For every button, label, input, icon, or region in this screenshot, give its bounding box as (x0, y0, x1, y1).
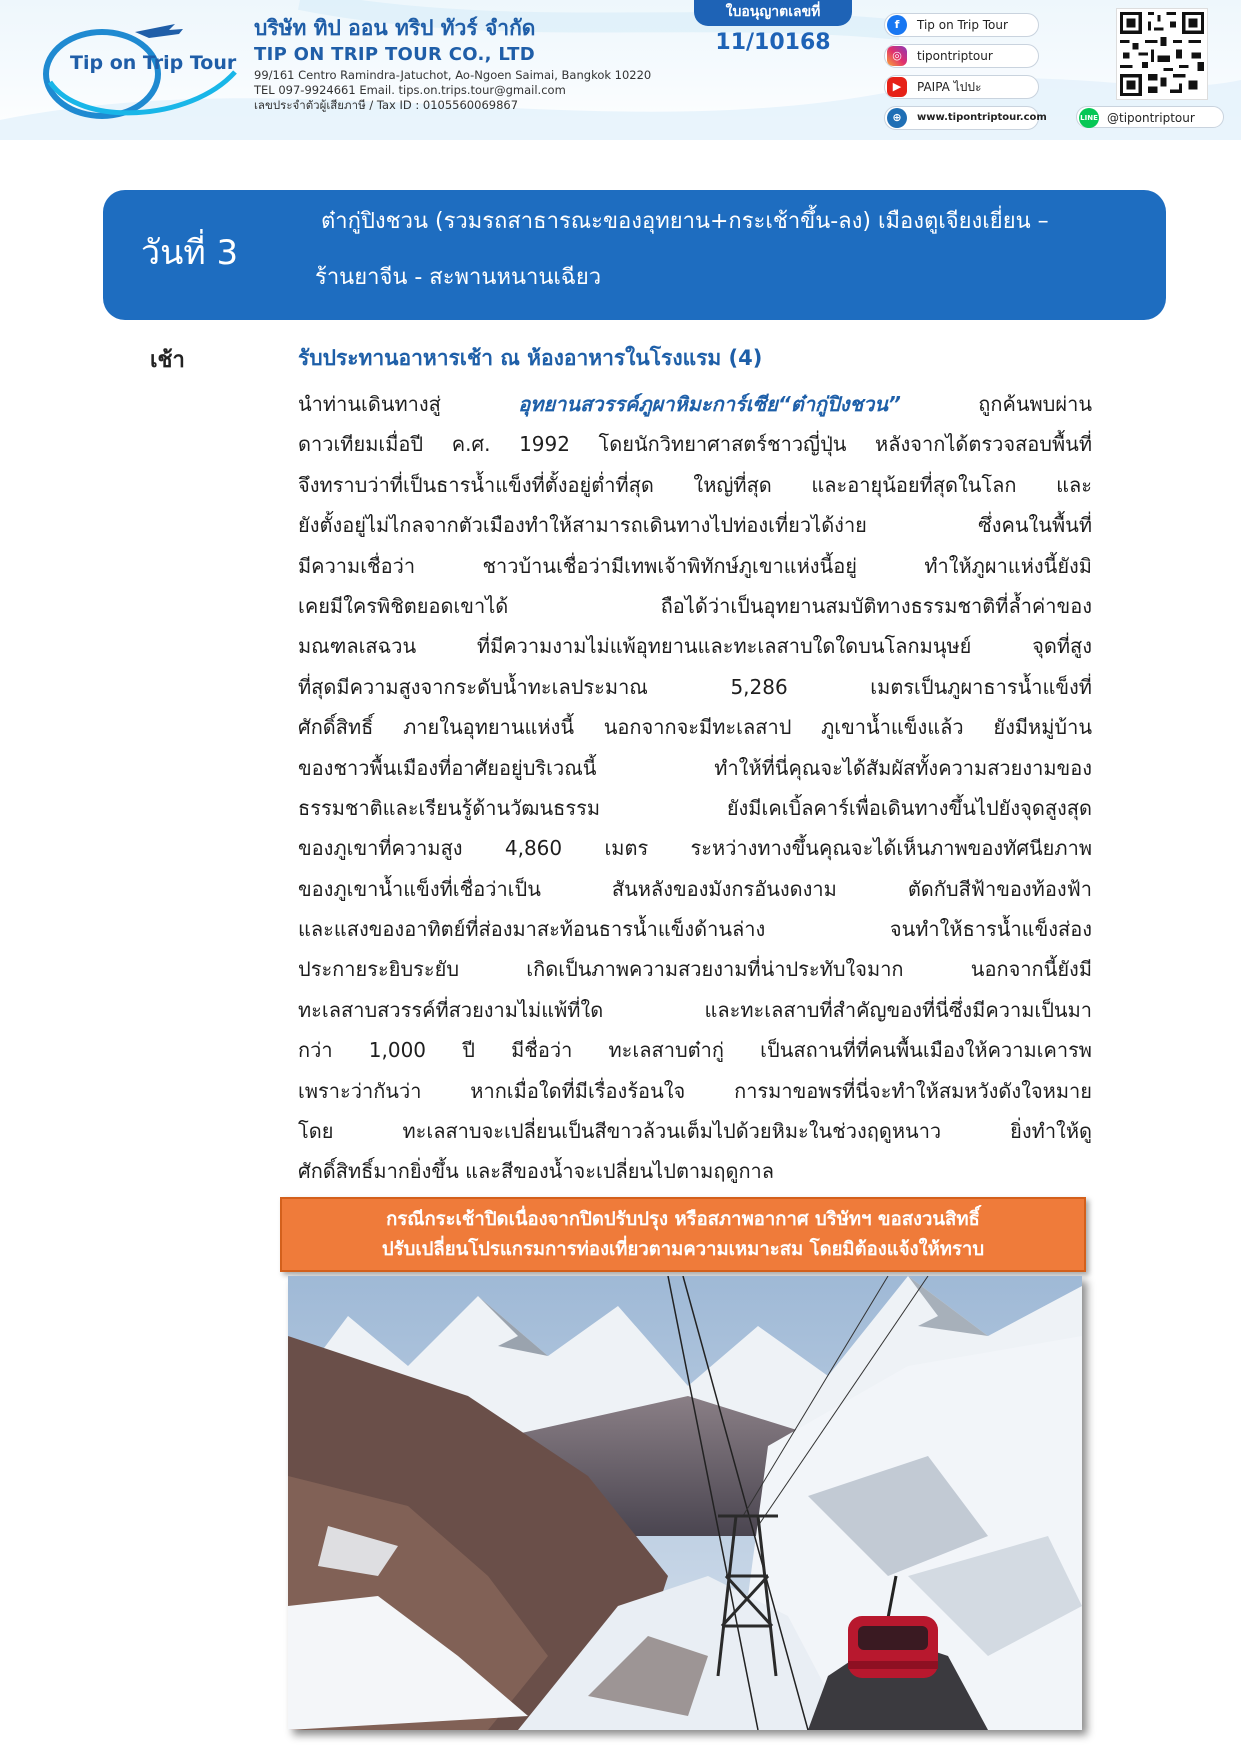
description-line (298, 384, 1092, 424)
cable-car-notice (280, 1197, 1086, 1272)
description-line: กว่า 1,000 ปี มีชื่อว่า ทะเลสาบต๋ากู่ เป็นสถานที่ที่คนพื้นเมืองให้ความเคารพ (298, 1038, 1092, 1063)
line-id-badge[interactable] (1076, 106, 1224, 128)
company-address: 99/161 Centro Ramindra-Jatuchot, Ao-Ngoen Saimai, Bangkok 10220 (254, 68, 652, 82)
social-links (884, 13, 1047, 137)
line-app-icon: LINE (1079, 108, 1099, 128)
social-facebook-label: Tip on Trip Tour (917, 18, 1008, 32)
meal-text: รับประทานอาหารเช้า ณ ห้องอาหารในโรงแรม (4) (298, 346, 763, 370)
description-line: ยังตั้งอยู่ไม่ไกลจากตัวเมืองทำให้สามารถเดินทางไปท่องเที่ยวได้ง่าย ซึ่งคนในพื้นที่ (298, 513, 1092, 538)
description-line: ศักดิ์สิทธิ์มากยิ่งขึ้น และสีของน้ำจะเปลี่ยนไปตามฤดูกาล (298, 1159, 775, 1184)
description-line: และแสงของอาทิตย์ที่ส่องมาสะท้อนธารน้ำแข็งด้านล่าง จนทำให้ธารน้ำแข็งส่อง (298, 917, 1092, 942)
day-banner (103, 190, 1166, 320)
day-number: วันที่ 3 (141, 233, 239, 273)
description-lead-tail: ถูกค้นพบผ่าน (900, 392, 1092, 416)
description-line: ของชาวพื้นเมืองที่อาศัยอยู่บริเวณนี้ ทำให้ที่นี่คุณจะได้สัมผัสทั้งความสวยงามของ (298, 755, 1092, 780)
logo-text: Tip on Trip Tour (70, 52, 237, 74)
company-tax-id: เลขประจำตัวผู้เสียภาษี / Tax ID : 0105560069867 (254, 98, 519, 112)
description-line: ทะเลสาบสวรรค์ที่สวยงามไม่แพ้ที่ใด และทะเลสาบที่สำคัญของที่นี่ซึ่งมีความเป็นมา (298, 997, 1092, 1022)
company-name-thai: บริษัท ทิป ออน ทริป ทัวร์ จำกัด (254, 16, 536, 40)
license-label: ใบอนุญาตเลขที่ (694, 0, 852, 26)
social-website[interactable] (884, 106, 1047, 130)
notice-line-2: ปรับเปลี่ยนโปรแกรมการท่องเที่ยวตามความเหมาะสม โดยมิต้องแจ้งให้ทราบ (381, 1239, 985, 1260)
social-youtube-label: PAIPA ไปปะ (917, 80, 982, 94)
day-title-line-2: ร้านยาจีน - สะพานหนานเฉียว (315, 265, 602, 290)
description-line: โดย ทะเลสาบจะเปลี่ยนเป็นสีขาวล้วนเต็มไปด้วยหิมะในช่วงฤดูหนาว ยิ่งทำให้ดู (298, 1119, 1092, 1144)
qr-code (1116, 8, 1208, 100)
day-title-line-1: ต๋ากู่ปิงชวน (รวมรถสาธารณะของอุทยาน+กระเช้าขึ้น-ลง) เมืองตูเจียงเยี่ยน – (321, 209, 1049, 234)
line-id-label: @tipontriptour (1107, 111, 1195, 125)
description-line: ดาวเทียมเมื่อปี ค.ศ. 1992 โดยนักวิทยาศาสตร์ชาวญี่ปุ่น หลังจากได้ตรวจสอบพื้นที่ (298, 432, 1092, 457)
social-instagram-label: tipontriptour (917, 49, 993, 63)
meal-label: เช้า (150, 348, 185, 373)
description-line: มณฑลเสฉวน ที่มีความงามไม่แพ้อุทยานและทะเลสาบใดใดบนโลกมนุษย์ จุดที่สูง (298, 634, 1092, 659)
description-line: ของภูเขาที่ความสูง 4,860 เมตร ระหว่างทางขึ้นคุณจะได้เห็นภาพของทัศนียภาพ (298, 836, 1092, 861)
description-line: ประกายระยิบระยับ เกิดเป็นภาพความสวยงามที่น่าประทับใจมาก นอกจากนี้ยังมี (298, 957, 1092, 982)
description-lead: นำท่านเดินทางสู่ (298, 392, 519, 416)
description-line: ธรรมชาติและเรียนรู้ด้านวัฒนธรรม ยังมีเคเบิ้ลคาร์เพื่อเดินทางขึ้นไปยังจุดสูงสุด (298, 795, 1092, 820)
social-instagram[interactable] (884, 44, 1039, 68)
company-contact: TEL 097-9924661 Email. tips.on.trips.tour@gmail.com (254, 83, 566, 97)
instagram-icon: ◎ (887, 46, 907, 66)
attraction-name: อุทยานสวรรค์ภูผาหิมะการ์เซีย“ต๋ากู่ปิงชวน” (518, 392, 901, 416)
description-line: มีความเชื่อว่า ชาวบ้านเชื่อว่ามีเทพเจ้าพิทักษ์ภูเขาแห่งนี้อยู่ ทำให้ภูผาแห่งนี้ยังมิ (298, 553, 1092, 578)
description-line: เคยมีใครพิชิตยอดเขาได้ ถือได้ว่าเป็นอุทยานสมบัติทางธรรมชาติที่ล้ำค่าของ (298, 593, 1092, 618)
description-line: ของภูเขาน้ำแข็งที่เชื่อว่าเป็น สันหลังของมังกรอันงดงาม ตัดกับสีฟ้าของท้องฟ้า (298, 876, 1092, 901)
page-header (0, 0, 1241, 140)
description-line: จึงทราบว่าที่เป็นธารน้ำแข็งที่ตั้งอยู่ต่ำที่สุด ใหญ่ที่สุด และอายุน้อยที่สุดในโลก และ (298, 472, 1092, 497)
cable-car-photo (288, 1276, 1082, 1730)
description (298, 384, 1092, 1192)
snow-mountain-cable-car-illustration (288, 1276, 1082, 1730)
company-info (254, 14, 714, 113)
license-number: 11/10168 (715, 30, 831, 55)
company-name-english: TIP ON TRIP TOUR CO., LTD (254, 44, 535, 65)
description-line: เพราะว่ากันว่า หากเมื่อใดที่มีเรื่องร้อนใจ การมาขอพรที่นี่จะทำให้สมหวังดังใจหมาย (298, 1078, 1092, 1103)
description-line: ศักดิ์สิทธิ์ ภายในอุทยานแห่งนี้ นอกจากจะมีทะเลสาป ภูเขาน้ำแข็งแล้ว ยังมีหมู่บ้าน (298, 715, 1092, 740)
youtube-icon: ▶ (887, 77, 907, 97)
social-youtube[interactable] (884, 75, 1039, 99)
social-website-label: www.tipontriptour.com (917, 112, 1047, 123)
notice-line-1: กรณีกระเช้าปิดเนื่องจากปิดปรับปรุง หรือสภาพอากาศ บริษัทฯ ขอสงวนสิทธิ์ (386, 1209, 980, 1230)
facebook-icon: f (887, 15, 907, 35)
social-facebook[interactable] (884, 13, 1039, 37)
description-line: ที่สุดมีความสูงจากระดับน้ำทะเลประมาณ 5,286 เมตรเป็นภูผาธารน้ำแข็งที่ (298, 674, 1092, 699)
web-icon: ⊕ (887, 108, 907, 128)
